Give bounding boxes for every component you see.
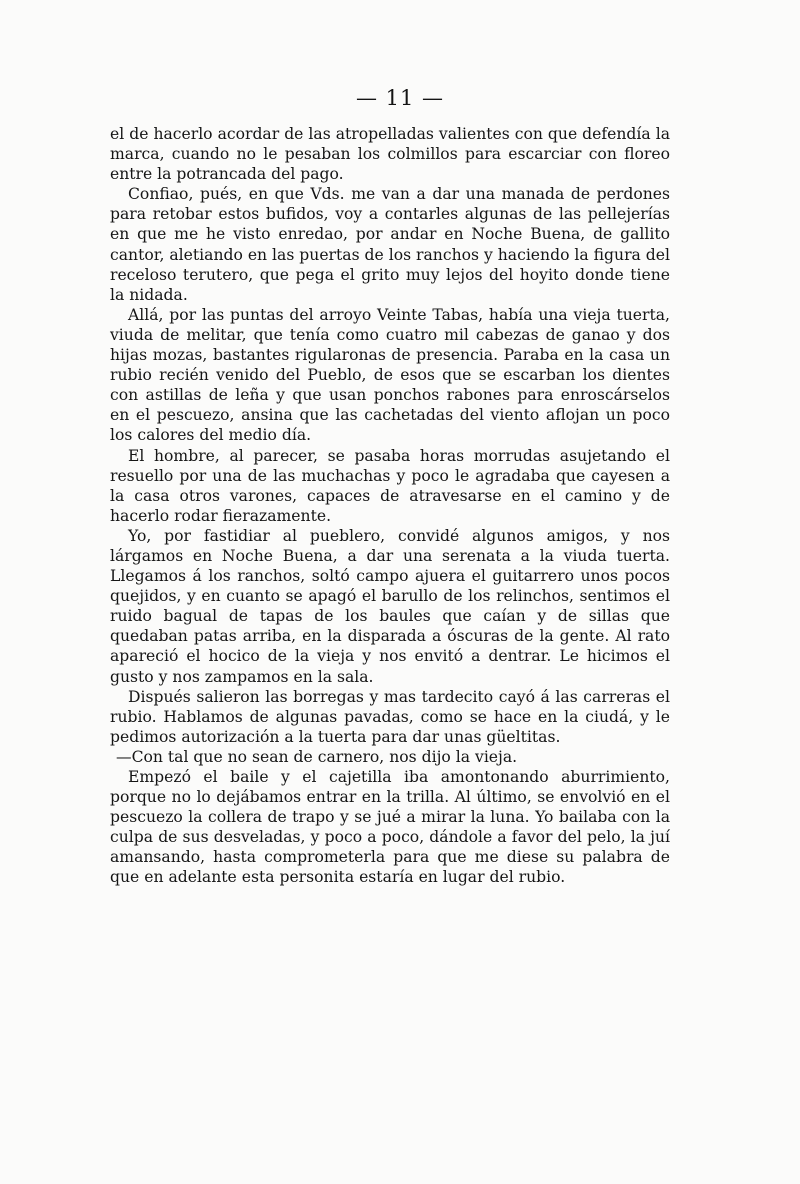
paragraph: Empezó el baile y el cajetilla iba amontonando aburrimiento, porque no lo dejábamos entrar en la trilla. Al último, se envolvió en el pescuezo la collera de trapo y se jué a mirar la luna. Yo bailaba con la culpa de sus desveladas, y poco a poco, dándole a favor del pelo, la juí amansando, hasta comprometerla para que me diese su palabra de que en adelante esta personita estaría en lugar del rubio.	[110, 768, 670, 887]
paragraph: El hombre, al parecer, se pasaba horas morrudas asujetando el resuello por una de las muchachas y poco le agradaba que cayesen a la casa otros varones, capaces de atravesarse en el camino y de hacerlo rodar fierazamente.	[110, 446, 670, 525]
paragraph: Yo, por fastidiar al pueblero, convidé algunos amigos, y nos lárgamos en Noche Buena, a dar una serenata a la viuda tuerta. Llegamos á los ranchos, soltó campo ajuera el guitarrero unos pocos quejidos, y en cuanto se apagó el barullo de los relinchos, sentimos el ruido bagual de tapas de los baules que caían y de sillas que quedaban patas arriba, en la disparada a óscuras de la gente. Al rato apareció el hocico de la vieja y nos envitó a dentrar. Le hicimos el gusto y nos zampamos en la sala.	[110, 526, 670, 686]
paragraph: Allá, por las puntas del arroyo Veinte Tabas, había una vieja tuerta, viuda de melitar, que tenía como cuatro mil cabezas de ganao y dos hijas mozas, bastantes rigularonas de presencia. Paraba en la casa un rubio recién venido del Pueblo, de esos que se escarban los dientes con astillas de leña y que usan ponchos rabones para enroscárselos en el pescuezo, ansina que las cachetadas del viento aflojan un poco los calores del medio día.	[110, 305, 670, 445]
paragraph: Dispués salieron las borregas y mas tardecito cayó á las carreras el rubio. Hablamos de algunas pavadas, como se hace en la ciudá, y le pedimos autorización a la tuerta para dar unas güeltitas.	[110, 687, 670, 746]
paragraph: Confiao, pués, en que Vds. me van a dar una manada de perdones para retobar estos bufidos, voy a contarles algunas de las pellejerías en que me he visto enredao, por andar en Noche Buena, de gallito cantor, aletiando en las puertas de los ranchos y haciendo la figura del receloso terutero, que pega el grito muy lejos del hoyito donde tiene la nidada.	[110, 185, 670, 304]
paragraph: el de hacerlo acordar de las atropelladas valientes con que defendía la marca, cuando no le pesaban los colmillos para escarciar con floreo entre la potrancada del pago.	[110, 125, 670, 184]
dialogue-line: —Con tal que no sean de carnero, nos dijo la vieja.	[116, 747, 518, 766]
page-number: — 11 —	[355, 86, 445, 110]
page-body	[110, 124, 670, 888]
